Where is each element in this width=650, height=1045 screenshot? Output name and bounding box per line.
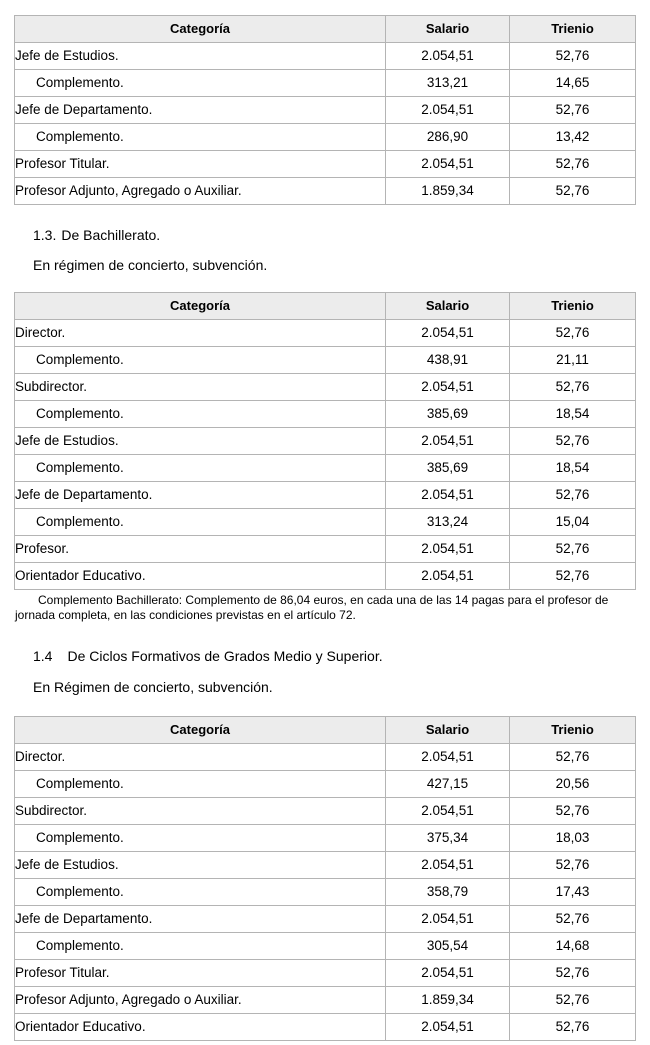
cell-salario: 385,69 [386,401,510,428]
cell-categoria: Profesor Adjunto, Agregado o Auxiliar. [15,178,386,205]
table-row [15,1014,636,1041]
table-row [15,509,636,536]
cell-salario: 2.054,51 [386,536,510,563]
cell-categoria: Complemento. [15,347,386,374]
cell-categoria: Complemento. [15,401,386,428]
cell-categoria: Profesor Titular. [15,960,386,987]
cell-salario: 1.859,34 [386,178,510,205]
cell-trienio: 13,42 [510,124,636,151]
cell-categoria: Jefe de Estudios. [15,428,386,455]
cell-categoria: Jefe de Departamento. [15,482,386,509]
table-row [15,151,636,178]
cell-salario: 2.054,51 [386,320,510,347]
table-row [15,320,636,347]
table-row [15,771,636,798]
table-row [15,70,636,97]
cell-trienio: 15,04 [510,509,636,536]
table-header-row [15,293,636,320]
column-header-salario: Salario [386,293,510,320]
table-row [15,178,636,205]
cell-salario: 2.054,51 [386,374,510,401]
section-title: De Ciclos Formativos de Grados Medio y Superior. [67,648,383,664]
section-title: De Bachillerato. [61,227,161,243]
cell-categoria: Complemento. [15,124,386,151]
cell-categoria: Complemento. [15,70,386,97]
table-row [15,347,636,374]
cell-trienio: 52,76 [510,987,636,1014]
cell-salario: 2.054,51 [386,428,510,455]
table-row [15,563,636,590]
cell-salario: 286,90 [386,124,510,151]
cell-categoria: Complemento. [15,933,386,960]
cell-salario: 2.054,51 [386,482,510,509]
cell-trienio: 52,76 [510,798,636,825]
cell-salario: 438,91 [386,347,510,374]
cell-categoria: Jefe de Estudios. [15,852,386,879]
cell-salario: 2.054,51 [386,97,510,124]
cell-categoria: Profesor Adjunto, Agregado o Auxiliar. [15,987,386,1014]
table-body [15,744,636,1041]
table-row [15,744,636,771]
section-number: 1.3. [33,227,57,243]
cell-trienio: 52,76 [510,960,636,987]
section-heading-1-3 [33,227,635,244]
column-header-categoria: Categoría [15,16,386,43]
cell-trienio: 52,76 [510,563,636,590]
cell-trienio: 18,03 [510,825,636,852]
table-header-row [15,16,636,43]
table-row [15,798,636,825]
table-row [15,428,636,455]
section-heading-1-4 [33,648,635,665]
cell-trienio: 52,76 [510,43,636,70]
cell-trienio: 18,54 [510,401,636,428]
column-header-trienio: Trienio [510,293,636,320]
cell-categoria: Subdirector. [15,798,386,825]
table-row [15,401,636,428]
salary-table-ciclos-formativos [14,716,636,1041]
salary-table-secundaria [14,15,636,205]
section-subheading-1-4: En Régimen de concierto, subvención. [33,679,273,695]
cell-trienio: 52,76 [510,744,636,771]
cell-categoria: Jefe de Departamento. [15,906,386,933]
table-row [15,124,636,151]
cell-salario: 313,24 [386,509,510,536]
cell-categoria: Profesor Titular. [15,151,386,178]
cell-trienio: 52,76 [510,1014,636,1041]
cell-trienio: 52,76 [510,320,636,347]
table-row [15,43,636,70]
cell-salario: 427,15 [386,771,510,798]
cell-trienio: 52,76 [510,906,636,933]
cell-salario: 2.054,51 [386,43,510,70]
cell-salario: 1.859,34 [386,987,510,1014]
cell-trienio: 18,54 [510,455,636,482]
table-row [15,482,636,509]
table-row [15,933,636,960]
cell-trienio: 52,76 [510,374,636,401]
cell-categoria: Director. [15,744,386,771]
cell-categoria: Complemento. [15,771,386,798]
cell-salario: 2.054,51 [386,1014,510,1041]
column-header-salario: Salario [386,16,510,43]
column-header-trienio: Trienio [510,717,636,744]
cell-categoria: Profesor. [15,536,386,563]
cell-salario: 305,54 [386,933,510,960]
cell-trienio: 52,76 [510,97,636,124]
cell-salario: 2.054,51 [386,563,510,590]
table-header-row [15,717,636,744]
table-row [15,960,636,987]
cell-trienio: 52,76 [510,536,636,563]
table-row [15,536,636,563]
table-row [15,852,636,879]
cell-trienio: 52,76 [510,178,636,205]
salary-table-bachillerato [14,292,636,590]
cell-salario: 313,21 [386,70,510,97]
cell-trienio: 14,68 [510,933,636,960]
table-row [15,987,636,1014]
cell-categoria: Jefe de Departamento. [15,97,386,124]
table-row [15,455,636,482]
cell-salario: 2.054,51 [386,151,510,178]
footnote-complemento-bachillerato: Complemento Bachillerato: Complemento de 86,04 euros, en cada una de las 14 pagas para el profesor de jornada completa, en las condiciones previstas en el artículo 72. [15,593,609,622]
cell-trienio: 52,76 [510,428,636,455]
cell-salario: 2.054,51 [386,852,510,879]
cell-trienio: 52,76 [510,151,636,178]
section-number: 1.4 [33,648,53,664]
column-header-salario: Salario [386,717,510,744]
cell-salario: 2.054,51 [386,744,510,771]
cell-salario: 2.054,51 [386,906,510,933]
cell-salario: 2.054,51 [386,960,510,987]
cell-trienio: 20,56 [510,771,636,798]
column-header-trienio: Trienio [510,16,636,43]
cell-categoria: Complemento. [15,455,386,482]
table-row [15,879,636,906]
cell-categoria: Complemento. [15,879,386,906]
cell-trienio: 21,11 [510,347,636,374]
cell-categoria: Orientador Educativo. [15,1014,386,1041]
cell-trienio: 17,43 [510,879,636,906]
cell-categoria: Subdirector. [15,374,386,401]
table-row [15,825,636,852]
cell-trienio: 52,76 [510,482,636,509]
cell-salario: 358,79 [386,879,510,906]
cell-salario: 375,34 [386,825,510,852]
cell-categoria: Jefe de Estudios. [15,43,386,70]
column-header-categoria: Categoría [15,293,386,320]
cell-trienio: 14,65 [510,70,636,97]
table-body [15,320,636,590]
table-row [15,374,636,401]
cell-salario: 2.054,51 [386,798,510,825]
table-row [15,906,636,933]
column-header-categoria: Categoría [15,717,386,744]
cell-categoria: Director. [15,320,386,347]
cell-categoria: Complemento. [15,825,386,852]
cell-trienio: 52,76 [510,852,636,879]
table-body [15,43,636,205]
cell-categoria: Complemento. [15,509,386,536]
table-row [15,97,636,124]
section-subheading-1-3: En régimen de concierto, subvención. [33,257,268,273]
cell-salario: 385,69 [386,455,510,482]
cell-categoria: Orientador Educativo. [15,563,386,590]
